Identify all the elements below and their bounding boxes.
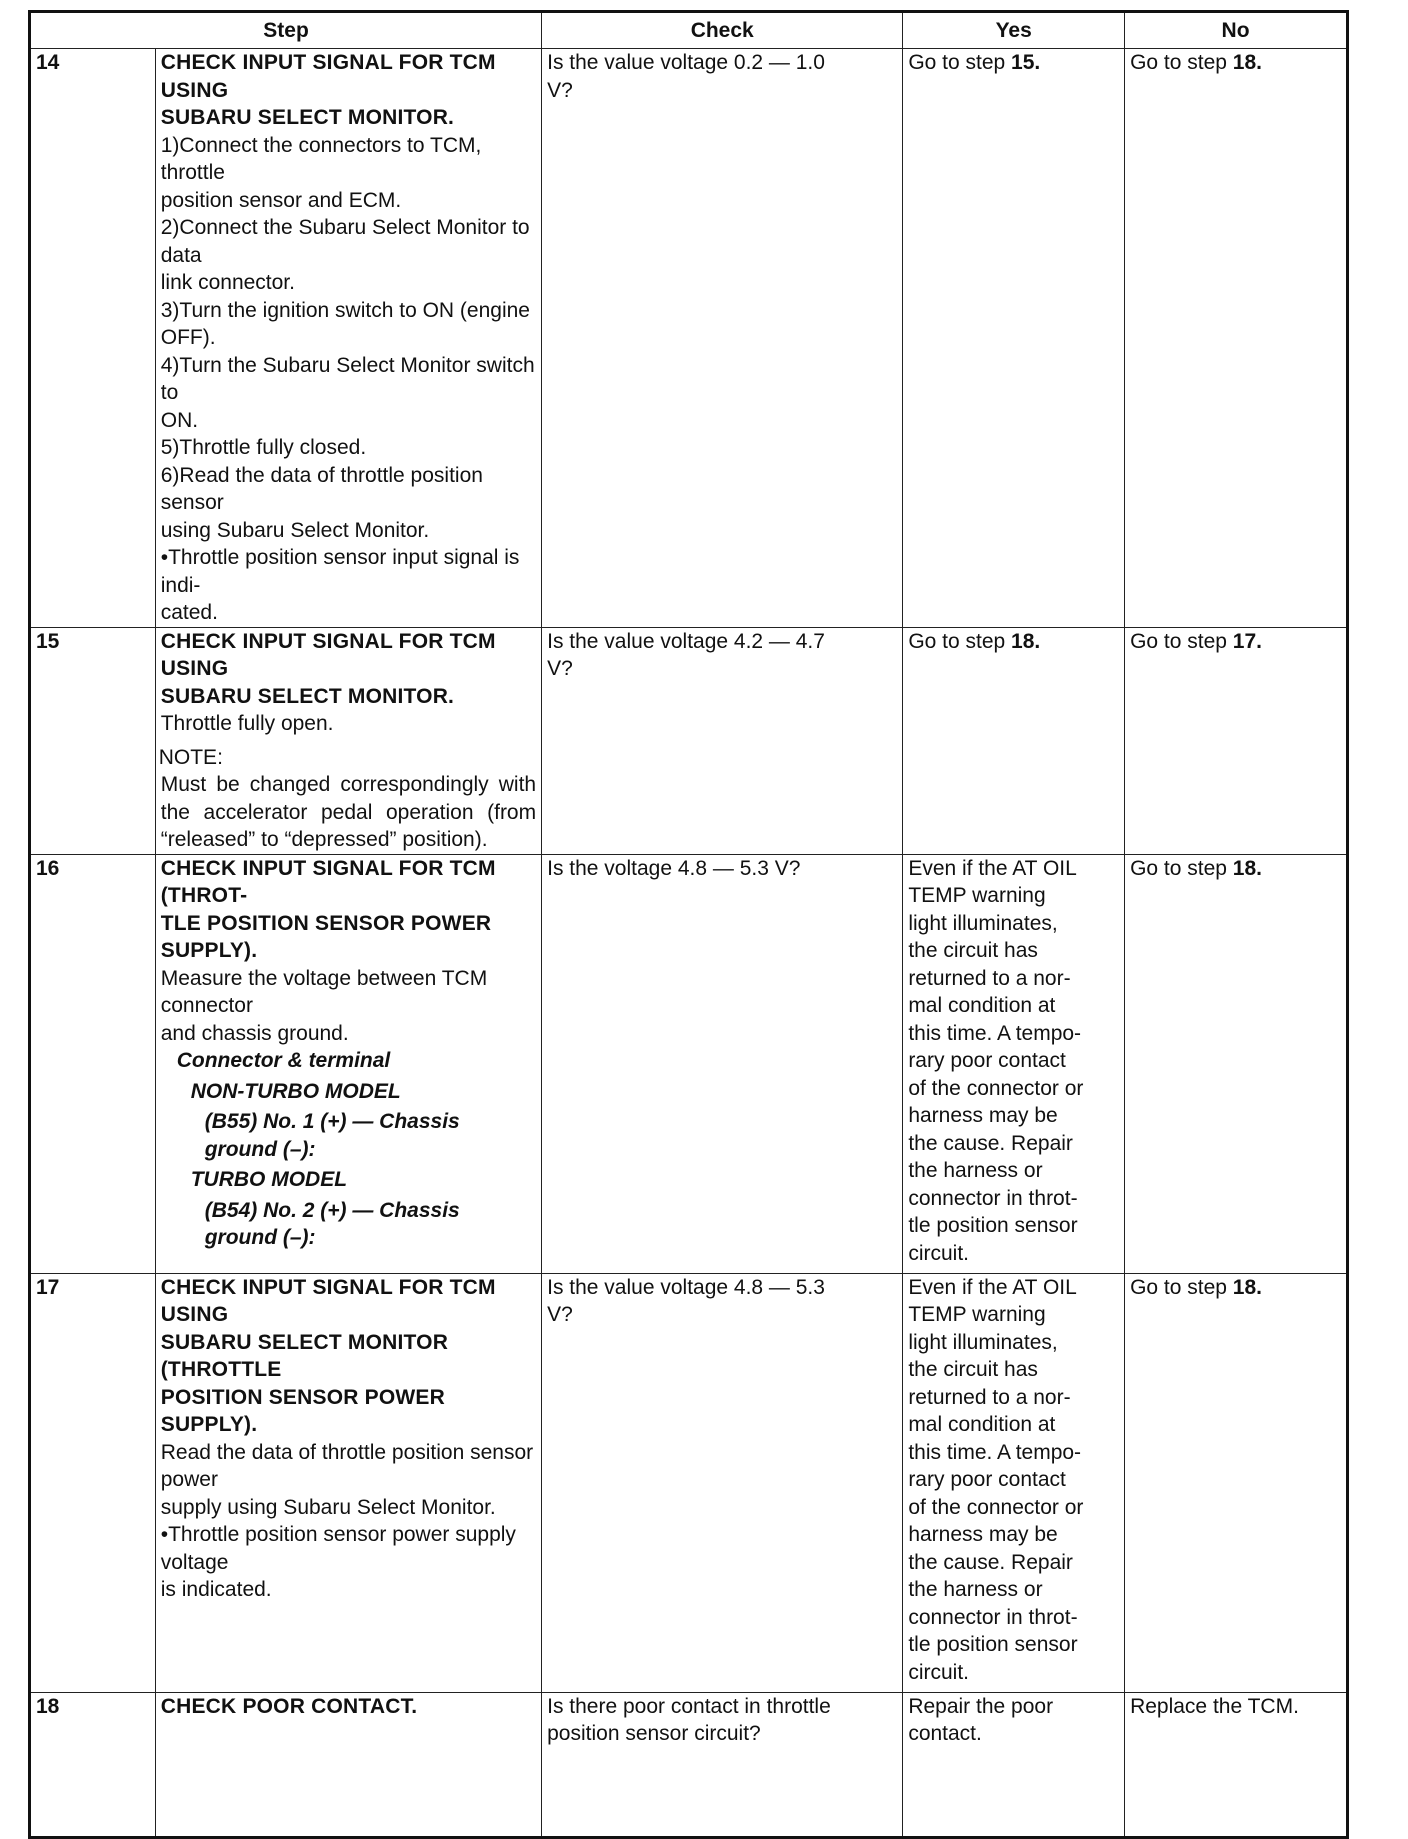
step-body-line: 3)Turn the ignition switch to ON (engine OFF). bbox=[160, 298, 530, 349]
yes-cell bbox=[903, 1692, 1125, 1837]
check-cell bbox=[542, 1692, 903, 1837]
step-body-line: cated. bbox=[160, 601, 218, 624]
yes-line: of the connector or bbox=[908, 1076, 1084, 1100]
yes-cell bbox=[903, 1273, 1125, 1692]
yes-line: of the connector or bbox=[908, 1495, 1084, 1519]
step-body-line: link connector. bbox=[160, 271, 295, 294]
yes-line: this time. A tempo- bbox=[908, 1440, 1082, 1464]
step-body-line: Throttle fully open. bbox=[160, 712, 334, 735]
goto-prefix: Go to step bbox=[1130, 51, 1233, 74]
yes-cell bbox=[903, 627, 1125, 854]
table-row bbox=[30, 627, 1348, 854]
diagnostic-table-page bbox=[28, 10, 1349, 1745]
step-body-line: 4)Turn the Subaru Select Monitor switch to bbox=[160, 353, 535, 404]
yes-line: tle position sensor bbox=[908, 1214, 1078, 1237]
step-body-line: Read the data of throttle position sensor power bbox=[160, 1440, 534, 1491]
note-text: Must be changed correspondingly with the accelerator pedal operation (from “released” to “depressed” position). bbox=[160, 773, 537, 851]
step-body-line: and chassis ground. bbox=[160, 1021, 349, 1045]
header-step: Step bbox=[30, 12, 542, 49]
table-row bbox=[30, 49, 1348, 628]
yes-goto bbox=[908, 630, 1040, 653]
yes-line: TEMP warning bbox=[908, 1303, 1046, 1326]
yes-line: light illuminates, bbox=[908, 1330, 1058, 1354]
yes-line: the harness or bbox=[908, 1578, 1043, 1601]
step-number: 18 bbox=[30, 1692, 156, 1837]
no-goto bbox=[1130, 857, 1262, 880]
yes-cell bbox=[903, 49, 1125, 628]
check-line: position sensor circuit? bbox=[547, 1722, 761, 1745]
check-line: Is the value voltage 4.8 — 5.3 bbox=[547, 1275, 825, 1299]
diagnostic-table bbox=[28, 10, 1349, 1839]
step-title-line: TLE POSITION SENSOR POWER SUPPLY). bbox=[160, 911, 492, 962]
step-description bbox=[155, 1273, 541, 1692]
step-description bbox=[155, 854, 541, 1273]
step-number: 14 bbox=[30, 49, 156, 628]
header-yes: Yes bbox=[903, 12, 1125, 49]
step-title-line: SUBARU SELECT MONITOR. bbox=[160, 684, 455, 708]
table-row bbox=[30, 1692, 1348, 1837]
yes-line: mal condition at bbox=[908, 1413, 1056, 1436]
yes-line: returned to a nor- bbox=[908, 966, 1071, 990]
yes-line: mal condition at bbox=[908, 994, 1056, 1017]
step-body-line: using Subaru Select Monitor. bbox=[160, 518, 430, 542]
note-label: NOTE: bbox=[158, 745, 223, 769]
no-cell bbox=[1125, 854, 1348, 1273]
step-body-line: 6)Read the data of throttle position sensor bbox=[160, 463, 483, 514]
no-goto bbox=[1130, 630, 1262, 653]
yes-goto bbox=[908, 51, 1040, 74]
header-no: No bbox=[1125, 12, 1348, 49]
step-body-line: supply using Subaru Select Monitor. bbox=[160, 1495, 496, 1519]
no-goto bbox=[1130, 51, 1262, 74]
table-row bbox=[30, 854, 1348, 1273]
goto-step-link[interactable]: 18. bbox=[1232, 856, 1262, 880]
no-goto bbox=[1130, 1276, 1262, 1299]
yes-line: returned to a nor- bbox=[908, 1385, 1071, 1409]
step-number: 15 bbox=[30, 627, 156, 854]
check-line: V? bbox=[547, 78, 573, 102]
yes-line: the circuit has bbox=[908, 939, 1038, 962]
yes-line: this time. A tempo- bbox=[908, 1021, 1082, 1045]
goto-prefix: Go to step bbox=[1130, 856, 1233, 880]
step-body-line: 5)Throttle fully closed. bbox=[160, 436, 367, 459]
step-title-line: CHECK POOR CONTACT. bbox=[160, 1694, 418, 1718]
check-line: V? bbox=[547, 1303, 573, 1326]
model-name: TURBO MODEL bbox=[190, 1168, 348, 1191]
check-cell bbox=[542, 854, 903, 1273]
no-cell bbox=[1125, 1273, 1348, 1692]
check-line: V? bbox=[547, 657, 573, 680]
yes-line: Even if the AT OIL bbox=[908, 856, 1077, 880]
step-body-line: •Throttle position sensor input signal is indi- bbox=[160, 546, 520, 597]
yes-cell bbox=[903, 854, 1125, 1273]
goto-step-link[interactable]: 18. bbox=[1011, 629, 1041, 653]
step-body-line: is indicated. bbox=[160, 1578, 272, 1601]
check-cell bbox=[542, 627, 903, 854]
step-body-line: 2)Connect the Subaru Select Monitor to data bbox=[160, 216, 530, 267]
yes-line: circuit. bbox=[908, 1660, 969, 1684]
check-line: Is the voltage 4.8 — 5.3 V? bbox=[547, 856, 801, 880]
table-row bbox=[30, 1273, 1348, 1692]
check-line: Is there poor contact in throttle bbox=[547, 1694, 831, 1718]
goto-prefix: Go to step bbox=[1130, 1275, 1233, 1299]
check-cell bbox=[542, 49, 903, 628]
yes-line: light illuminates, bbox=[908, 911, 1058, 935]
yes-line: harness may be bbox=[908, 1104, 1058, 1127]
yes-line: harness may be bbox=[908, 1523, 1058, 1546]
step-number: 17 bbox=[30, 1273, 156, 1692]
model-name: NON-TURBO MODEL bbox=[190, 1079, 401, 1103]
step-title-line: CHECK INPUT SIGNAL FOR TCM USING bbox=[160, 51, 496, 102]
header-check: Check bbox=[542, 12, 903, 49]
step-description bbox=[155, 49, 541, 628]
goto-step-link[interactable]: 18. bbox=[1232, 51, 1262, 74]
no-text: Replace the TCM. bbox=[1130, 1694, 1299, 1718]
yes-line: the cause. Repair bbox=[908, 1550, 1073, 1574]
yes-line: contact. bbox=[908, 1722, 982, 1745]
check-line: Is the value voltage 4.2 — 4.7 bbox=[547, 629, 825, 653]
yes-line: rary poor contact bbox=[908, 1468, 1066, 1491]
yes-line: the harness or bbox=[908, 1159, 1043, 1182]
no-cell bbox=[1125, 49, 1348, 628]
step-title-line: SUBARU SELECT MONITOR (THROTTLE bbox=[160, 1330, 449, 1381]
step-body-line: 1)Connect the connectors to TCM, throttle bbox=[160, 133, 482, 184]
goto-step-link[interactable]: 18. bbox=[1232, 1275, 1262, 1299]
yes-line: Repair the poor bbox=[908, 1694, 1054, 1718]
no-cell bbox=[1125, 1692, 1348, 1837]
step-title-line: POSITION SENSOR POWER SUPPLY). bbox=[160, 1385, 445, 1436]
yes-line: TEMP warning bbox=[908, 884, 1046, 907]
step-body-line: position sensor and ECM. bbox=[160, 188, 402, 212]
goto-prefix: Go to step bbox=[908, 51, 1012, 74]
yes-line: tle position sensor bbox=[908, 1633, 1078, 1656]
terminal-spec: (B54) No. 2 (+) — Chassis ground (–): bbox=[204, 1198, 460, 1249]
yes-line: the cause. Repair bbox=[908, 1131, 1073, 1155]
step-title-line: CHECK INPUT SIGNAL FOR TCM USING bbox=[160, 629, 496, 680]
step-title-line: CHECK INPUT SIGNAL FOR TCM (THROT- bbox=[160, 856, 496, 907]
no-cell bbox=[1125, 627, 1348, 854]
step-title-line: SUBARU SELECT MONITOR. bbox=[160, 106, 455, 129]
step-title-line: CHECK INPUT SIGNAL FOR TCM USING bbox=[160, 1275, 496, 1326]
yes-line: connector in throt- bbox=[908, 1605, 1078, 1629]
goto-step-link[interactable]: 15. bbox=[1011, 51, 1041, 74]
yes-line: Even if the AT OIL bbox=[908, 1275, 1077, 1299]
table-header-row bbox=[30, 12, 1348, 49]
terminal-spec: (B55) No. 1 (+) — Chassis ground (–): bbox=[204, 1110, 460, 1161]
step-body-line: ON. bbox=[160, 408, 199, 432]
yes-line: the circuit has bbox=[908, 1358, 1038, 1381]
goto-step-link[interactable]: 17. bbox=[1232, 629, 1262, 653]
step-number: 16 bbox=[30, 854, 156, 1273]
check-cell bbox=[542, 1273, 903, 1692]
yes-line: connector in throt- bbox=[908, 1186, 1078, 1210]
step-body-line: •Throttle position sensor power supply voltage bbox=[160, 1523, 516, 1574]
check-line: Is the value voltage 0.2 — 1.0 bbox=[547, 51, 825, 74]
goto-prefix: Go to step bbox=[1130, 629, 1233, 653]
yes-line: circuit. bbox=[908, 1241, 969, 1265]
step-description bbox=[155, 1692, 541, 1837]
step-body-line: Measure the voltage between TCM connector bbox=[160, 966, 488, 1017]
step-description bbox=[155, 627, 541, 854]
yes-line: rary poor contact bbox=[908, 1049, 1066, 1072]
connector-terminal-label: Connector & terminal bbox=[176, 1049, 391, 1072]
goto-prefix: Go to step bbox=[908, 629, 1012, 653]
